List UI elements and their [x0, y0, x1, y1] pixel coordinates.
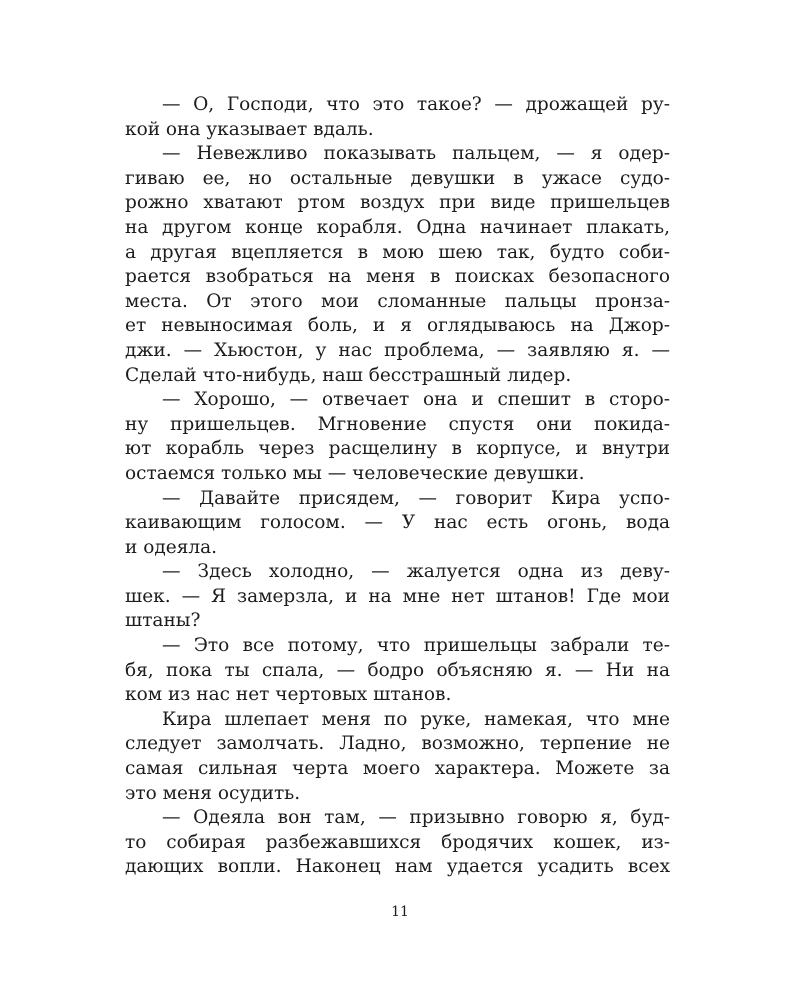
text-line: ет невыносимая боль, и я оглядываюсь на Джор-: [125, 315, 670, 337]
text-line: следует замолчать. Ладно, возможно, терпение не: [125, 733, 670, 755]
text-line: [125, 708, 670, 733]
text-line: рожно хватают ртом воздух при виде пришельцев: [125, 192, 670, 214]
text-line: то собирая разбежавшихся бродячих кошек, из-: [125, 831, 670, 853]
page-number: 11: [391, 904, 409, 920]
text-line: [125, 142, 670, 167]
text-line-content: Кира шлепает меня по руке, намекая, что мне: [162, 708, 670, 730]
text-line: а другая вцепляется в мою шею так, будто соби-: [125, 241, 670, 263]
text-line: остаемся только мы — человеческие девушки.: [125, 462, 585, 484]
text-line: места. От этого мои сломанные пальцы пронза-: [125, 290, 670, 312]
text-line: [125, 560, 670, 585]
text-line-content: — О, Господи, что это такое? — дрожащей ру-: [162, 94, 670, 115]
text-line-content: — Здесь холодно, — жалуется одна из деву-: [162, 561, 670, 583]
text-line: [125, 93, 670, 118]
text-line: шек. — Я замерзла, и на мне нет штанов! Где мои: [125, 585, 670, 607]
text-line: ну пришельцев. Мгновение спустя они покида-: [125, 413, 670, 435]
text-line: каивающим голосом. — У нас есть огонь, вода: [125, 512, 670, 534]
text-line: [125, 388, 670, 413]
text-line: [125, 487, 670, 512]
text-line: самая сильная черта моего характера. Можете за: [125, 758, 670, 780]
text-line: бя, пока ты спала, — бодро объясняю я. — Ни на: [125, 659, 670, 681]
text-line-content: — Давайте присядем, — говорит Кира успо-: [162, 487, 670, 509]
text-line: это меня осудить.: [125, 782, 301, 804]
text-line-content: — Невежливо показывать пальцем, — я одер-: [162, 143, 670, 165]
text-line: [125, 806, 670, 831]
text-line: дающих вопли. Наконец нам удается усадить всех: [125, 856, 670, 878]
text-line: на другом конце корабля. Одна начинает плакать,: [125, 216, 670, 238]
text-line: [125, 634, 670, 659]
text-line: гиваю ее, но остальные девушки в ужасе судо-: [125, 167, 670, 189]
text-line: кой она указывает вдаль.: [125, 118, 374, 140]
text-line: джи. — Хьюстон, у нас проблема, — заявляю я. —: [125, 339, 670, 361]
text-line: рается взобраться на меня в поисках безопасного: [125, 266, 670, 288]
text-line-content: — Это все потому, что пришельцы забрали те-: [162, 635, 670, 657]
text-line: ют корабль через расщелину в корпусе, и внутри: [125, 438, 670, 460]
text-line-content: — Одеяла вон там, — призывно говорю я, буд-: [162, 807, 670, 829]
text-line: ком из нас нет чертовых штанов.: [125, 684, 452, 706]
text-line: Сделай что-нибудь, наш бесстрашный лидер.: [125, 364, 572, 386]
text-line: и одеяла.: [125, 536, 218, 558]
text-line: штаны?: [125, 610, 201, 632]
body-text: [125, 93, 670, 880]
text-line-content: — Хорошо, — отвечает она и спешит в сторо-: [162, 389, 670, 411]
